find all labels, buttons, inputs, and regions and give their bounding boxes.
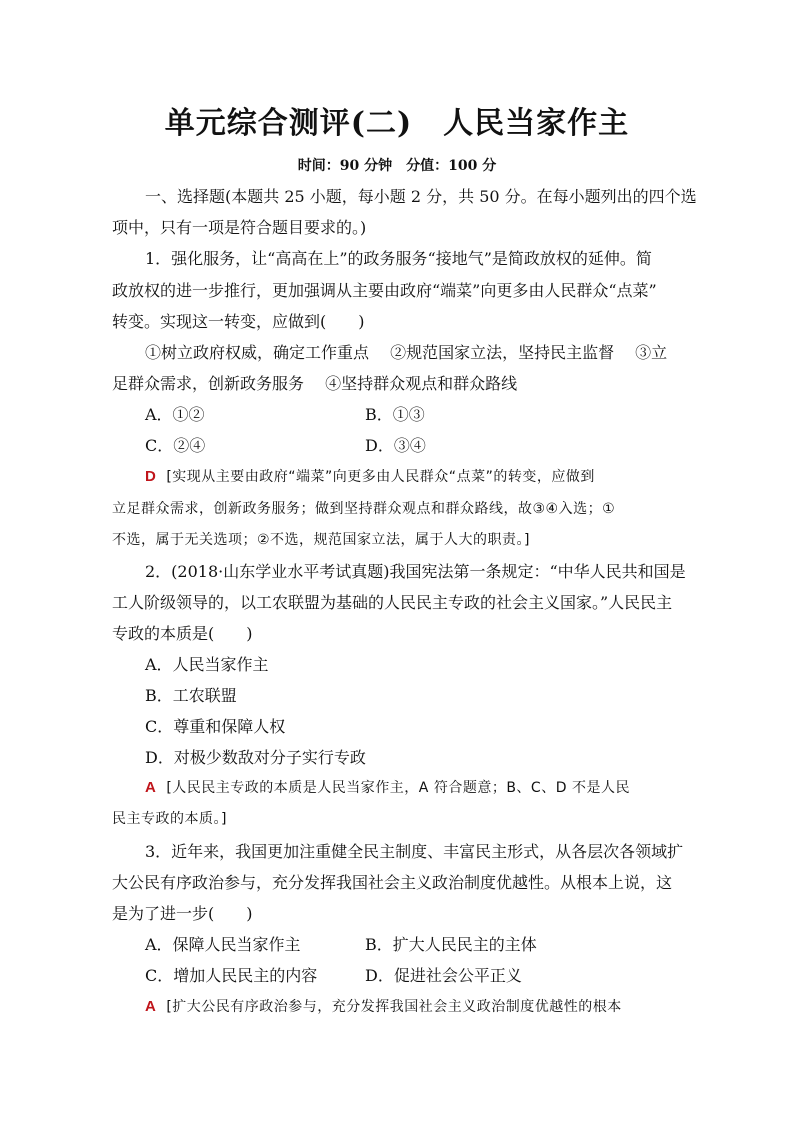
- q3-option-c: C．增加人民民主的内容: [145, 966, 318, 985]
- q1-stem-line2: 政放权的进一步推行，更加强调从主要由政府“端菜”向更多由人民群众“点菜”: [112, 281, 657, 300]
- q2-answer: A: [145, 779, 157, 796]
- q1-answer: D: [145, 468, 157, 485]
- q3-answer: A: [145, 998, 157, 1015]
- q1-options-row2: [145, 433, 725, 456]
- q1-stem-line1: 1．强化服务，让“高高在上”的政务服务“接地气”是简政放权的延伸。简: [145, 249, 652, 268]
- q2-option-c: C．尊重和保障人权: [145, 717, 286, 736]
- q2-explanation-line2: 民主专政的本质。]: [112, 811, 227, 827]
- q3-stem-line1: 3．近年来，我国更加注重健全民主制度、丰富民主形式，从各层次各领域扩: [145, 842, 684, 861]
- q2-stem-line2: 工人阶级领导的，以工农联盟为基础的人民民主专政的社会主义国家。”人民民主: [112, 593, 673, 612]
- q3-stem-line2: 大公民有序政治参与，充分发挥我国社会主义政治制度优越性。从根本上说，这: [112, 873, 673, 892]
- q3-option-a: A．保障人民当家作主: [145, 935, 301, 954]
- q1-explanation-line2: 立足群众需求，创新政务服务；做到坚持群众观点和群众路线，故③④入选；①: [112, 501, 616, 517]
- q2-stem-line3: 专政的本质是( ): [112, 624, 253, 643]
- q1-statements-line2: 足群众需求，创新政务服务 ④坚持群众观点和群众路线: [112, 374, 518, 393]
- q1-explanation-text1: [实现从主要由政府“端菜”向更多由人民群众“点菜”的转变，应做到: [166, 469, 595, 485]
- q1-option-c: C．②④: [145, 436, 206, 455]
- q3-options-row2: [145, 963, 725, 986]
- q2-explanation-line1: [145, 777, 725, 797]
- q2-explanation-text1: [人民民主专政的本质是人民当家作主，A 符合题意；B、C、D 不是人民: [166, 780, 630, 796]
- q3-option-d: D．促进社会公平正义: [365, 966, 522, 985]
- q1-statements-line1: ①树立政府权威，确定工作重点 ②规范国家立法，坚持民主监督 ③立: [145, 343, 668, 362]
- section-instructions-line2: 项中，只有一项是符合题目要求的。): [112, 218, 367, 237]
- q3-option-b: B．扩大人民民主的主体: [365, 935, 537, 954]
- q3-options-row1: [145, 932, 725, 955]
- q1-explanation-line1: [145, 466, 725, 486]
- section-instructions-line1: 一、选择题(本题共 25 小题，每小题 2 分，共 50 分。在每小题列出的四个选: [145, 187, 697, 206]
- q1-options-row1: [145, 402, 725, 425]
- q2-option-b: B．工农联盟: [145, 686, 237, 705]
- q1-option-a: A．①②: [145, 405, 205, 424]
- q1-explanation-line3: 不选，属于无关选项；②不选，规范国家立法，属于人大的职责。]: [112, 532, 531, 548]
- q1-option-d: D．③④: [365, 436, 426, 455]
- page-title: 单元综合测评(二) 人民当家作主: [164, 106, 630, 141]
- q1-option-b: B．①③: [365, 405, 425, 424]
- q2-stem-line1: 2．(2018·山东学业水平考试真题)我国宪法第一条规定：“中华人民共和国是: [145, 562, 686, 581]
- q2-option-a: A．人民当家作主: [145, 655, 269, 674]
- q2-option-d: D．对极少数敌对分子实行专政: [145, 748, 366, 767]
- q3-explanation-line1: [145, 996, 725, 1016]
- q1-stem-line3: 转变。实现这一转变，应做到( ): [112, 312, 365, 331]
- q3-stem-line3: 是为了进一步( ): [112, 904, 253, 923]
- exam-meta: 时间：90 分钟 分值：100 分: [297, 158, 497, 174]
- q3-explanation-text1: [扩大公民有序政治参与，充分发挥我国社会主义政治制度优越性的根本: [166, 999, 622, 1015]
